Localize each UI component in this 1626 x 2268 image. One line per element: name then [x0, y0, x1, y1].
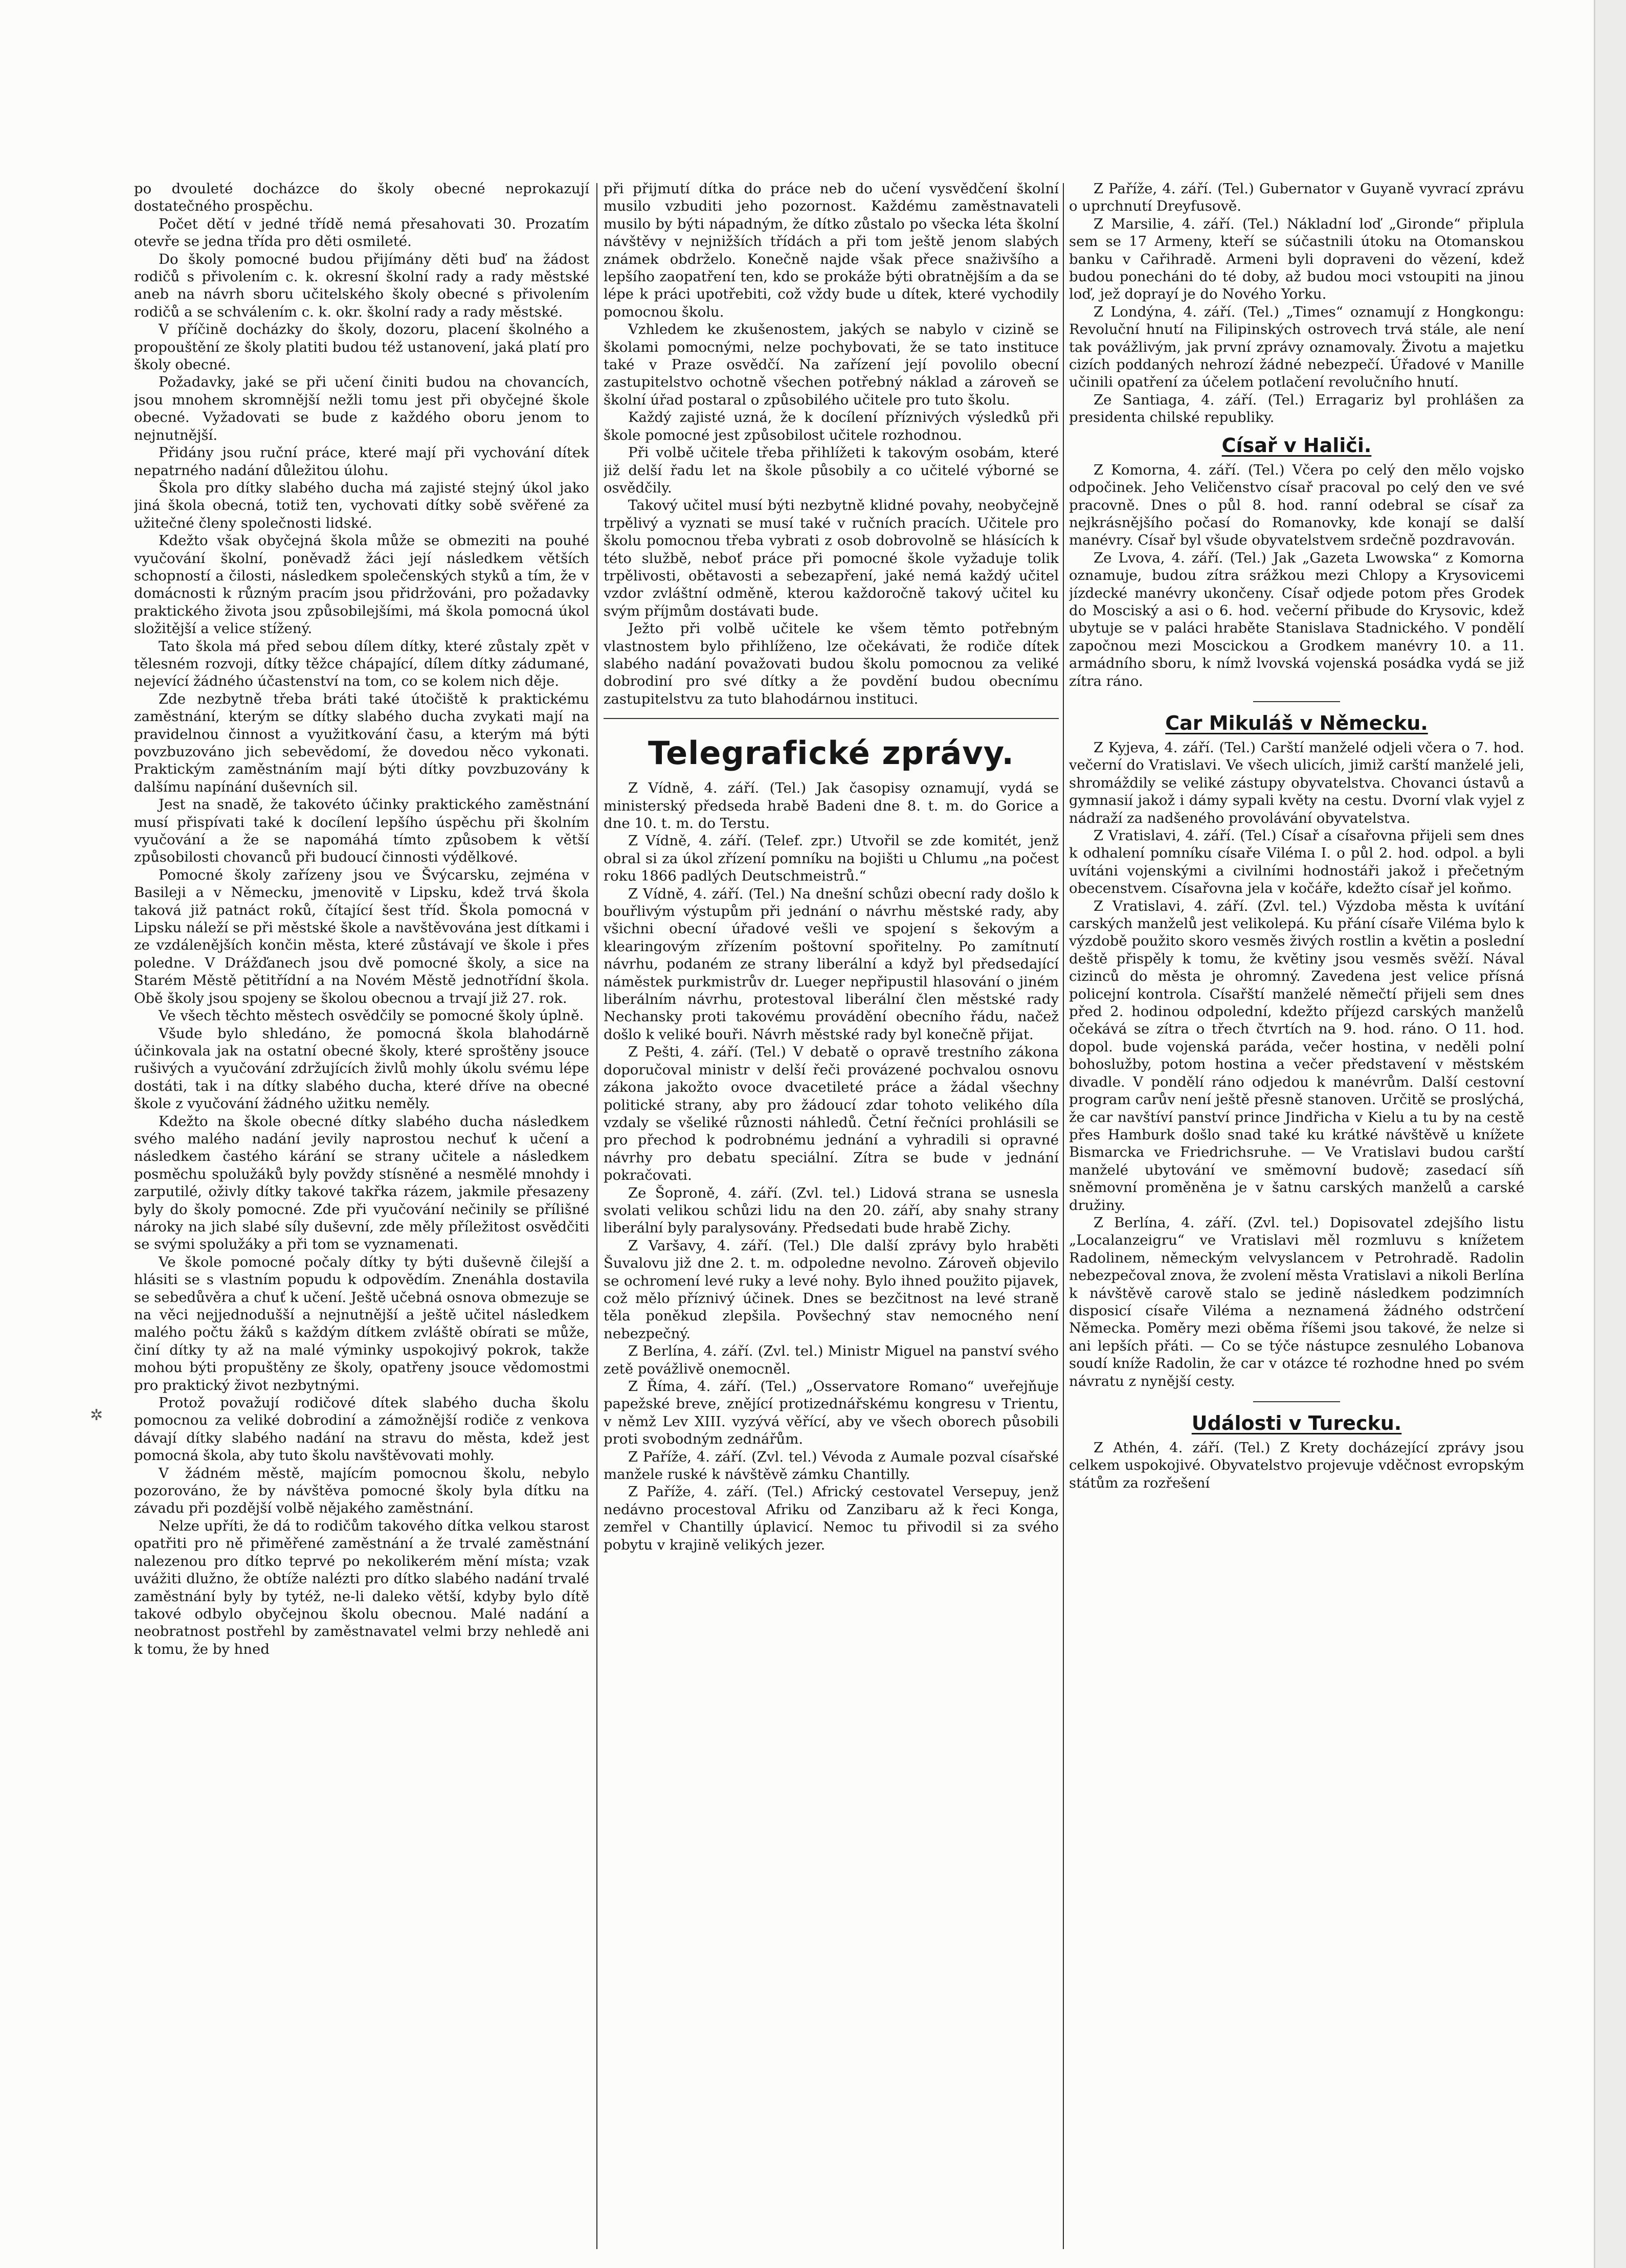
section-divider — [1253, 1401, 1340, 1402]
news-item: Ze Santiaga, 4. září. (Tel.) Erragariz byl prohlášen za presidenta chilské republiky. — [1069, 391, 1524, 426]
news-item: Z Kyjeva, 4. září. (Tel.) Carští manželé odjeli včera o 7. hod. večerní do Vratislavi. Ve všech ulicích, jimiž carští manželé jeli, shromáždily se veliké zástupy obyvatelstva. Chovanci ústavů a gymnasií jakož i dámy sypali květy na cestu. Dvorní vlak vyjel z nádraží za nadšeného provolávání obyvatelstva. — [1069, 739, 1524, 826]
column-rule-2 — [1063, 183, 1064, 2249]
article-paragraph: Zde nezbytně třeba bráti také útočiště k praktickému zaměstnání, kterým se dítky slabého ducha zvykati mají na pravidelnou činnost a využitkování času, a kterým má býti povzbuzováno jich sebevědomí, že dovedou něco vykonati. Praktickým zaměstnáním mají býti dítky povzbuzovány k dalšímu napínání duševních sil. — [134, 690, 589, 795]
article-paragraph: Do školy pomocné budou přijímány děti buď na žádost rodičů s přivolením c. k. okresní školní rady a rady městské aneb na návrh sboru učitelského školy obecné s přivolením rodičů a se schválením c. k. okr. školní rady a rady městské. — [134, 251, 589, 320]
news-item: Z Vídně, 4. září. (Tel.) Na dnešní schůzi obecní rady došlo k bouřlivým výstupům při jednání o návrhu městské rady, aby všichni obecní úřadové vešli ve spojení s šekovým a klearingovým zřízením poštovní spořitelny. Po zamítnutí návrhu, podaném ze strany liberální a když byl předsedající náměstek purkmistrův dr. Lueger nepřipustil hlasování o jiném liberálním návrhu, protestoval liberální člen městské rady Nechansky proti takovému provádění obecního řádu, načež došlo k veliké bouři. Návrh městské rady byl konečně přijat. — [604, 885, 1059, 1043]
section-heading-emperor-galicia: Císař v Haliči. — [1221, 434, 1372, 457]
article-paragraph: Ve škole pomocné počaly dítky ty býti duševně čilejší a hlásiti se s vlastním popudu k odpovědím. Znenáhla dostavila se sebedůvěra a chuť k učení. Ještě učebná osnova obmezuje se na věci nejjednodušší a nejnutnější a ještě učitel následkem malého počtu žáků s každým dítkem zvláště obírati se může, činí dítky ty až na malé výminky uspokojivý pokrok, takže mohou býti propuštěny ze školy, opatřeny jsouce vědomostmi pro praktický život nezbytnými. — [134, 1253, 589, 1394]
article-paragraph: V příčině docházky do školy, dozoru, placení školného a propouštění ze školy platiti budou též ustanovení, jaká platí pro školy obecné. — [134, 321, 589, 373]
section-divider — [604, 718, 1059, 719]
news-item: Z Pešti, 4. září. (Tel.) V debatě o opravě trestního zákona doporučoval ministr v delší řeči provázené pochvalou osnovu zákona jakožto ovoce dvacetileté práce a žádal všechny politické strany, aby pro žádoucí zdar tohoto velikého díla vzdaly se všeliké různosti náhledů. Četní řečníci prohlásili se pro přechod k podrobnému jednání a vyhradili si opravné návrhy pro debatu speciální. Zítra se bude v jednání pokračovati. — [604, 1044, 1059, 1184]
article-paragraph: Vzhledem ke zkušenostem, jakých se nabylo v cizině se školami pomocnými, nelze pochybovati, že se tato instituce také v Praze osvědčí. Na zařízení její povolilo obecní zastupitelstvo ochotně všechen potřebný náklad a zároveň se školní úřad postaral o způsobilého učitele pro tuto školu. — [604, 321, 1059, 408]
news-item: Z Berlína, 4. září. (Zvl. tel.) Ministr Miguel na panství svého zetě povážlivě onemocněl. — [604, 1343, 1059, 1377]
news-item: Z Vídně, 4. září. (Telef. zpr.) Utvořil se zde komitét, jenž obral si za úkol zřízení pomníku na bojišti u Chlumu „na počest roku 1866 padlých Deutschmeistrů.“ — [604, 833, 1059, 885]
news-item: Z Vídně, 4. září. (Tel.) Jak časopisy oznamují, vydá se ministerský předseda hrabě Badeni dne 8. t. m. do Gorice a dne 10. t. m. do Terstu. — [604, 780, 1059, 832]
page-right-edge — [1594, 0, 1626, 2268]
section-heading-tsar-germany: Car Mikuláš v Německu. — [1165, 711, 1428, 734]
section-heading-turkey-events: Události v Turecku. — [1191, 1412, 1402, 1434]
news-item: Z Paříže, 4. září. (Tel.) Africký cestovatel Versepuy, jenž nedávno procestoval Afriku od Zanzibaru až k řeci Konga, zemřel v Chantilly úplavicí. Nemoc tu přivodil si za svého pobytu v krajině velikých jezer. — [604, 1484, 1059, 1553]
article-paragraph: Kdežto na škole obecné dítky slabého ducha následkem svého malého nadání jevily naprostou nechuť k učení a následkem častého kárání se strany učitele a následkem posměchu spolužáků byly povždy stísněné a nesmělé mnohdy i zarputilé, oživly dítky takové takřka rázem, jakmile přesazeny byly do školy pomocné. Zde při vyučování nečinily se přílišné nároky na jich slabé síly duševní, zde měly příležitost osvědčiti se svými spolužáky a při tom se vyznamenati. — [134, 1113, 589, 1253]
article-paragraph: Protož považují rodičové dítek slabého ducha školu pomocnou za veliké dobrodiní a zámožnější rodiče z venkova dávají dítky slabého nadání na stravu do města, kdež jest pomocná škola, aby tuto školu navštěvovati mohly. — [134, 1395, 589, 1464]
article-paragraph: Přidány jsou ruční práce, které mají při vychování dítek nepatrného nadání důležitou úlohu. — [134, 444, 589, 479]
column-3 — [1069, 180, 1524, 2256]
article-paragraph: Ježto při volbě učitele ke všem těmto potřebným vlastnostem bylo přihlíženo, lze očekávati, že rodiče dítek slabého nadání považovati budou školu pomocnou za veliké dobrodiní pro své dítky a že povdění budou obecnímu zastupitelstvu za tuto blahodárnou instituci. — [604, 620, 1059, 707]
section-divider — [1253, 701, 1340, 702]
news-item: Z Říma, 4. září. (Tel.) „Osservatore Romano“ uveřejňuje papežské breve, znějící protizednářskému kongresu v Trientu, v němž Lev XIII. vyzývá věřící, aby ve všech oborech působili proti svobodným zednářům. — [604, 1378, 1059, 1448]
article-paragraph: Počet dětí v jedné třídě nemá přesahovati 30. Prozatím otevře se jedna třída pro děti osmileté. — [134, 215, 589, 250]
news-item: Z Paříže, 4. září. (Tel.) Gubernator v Guyaně vyvrací zprávu o uprchnutí Dreyfusově. — [1069, 181, 1524, 215]
news-item: Z Londýna, 4. září. (Tel.) „Times“ oznamují z Hongkongu: Revoluční hnutí na Filipinských ostrovech trvá stále, ale není tak povážlivým, jak první zprávy oznamovaly. Životu a majetku cizích poddaných nehrozí žádné nebezpečí. Úřadové v Manille učinili opatření za účelem potlačení revolučního hnutí. — [1069, 303, 1524, 391]
article-paragraph: Každý zajisté uzná, že k docílení příznivých výsledků při škole pomocné jest způsobilost učitele rozhodnou. — [604, 409, 1059, 443]
article-paragraph: při přijmutí dítka do práce neb do učení vysvědčení školní musilo vzbuditi jeho pozornost. Každému zaměstnavateli musilo by býti nápadným, že dítko zůstalo po všecka léta školní návštěvy v nejnižších třídách a při tom ještě jenom slabých známek obdrželo. Konečně najde však přece snaživšího a lepšího zaopatření ten, kdo se prokáže býti obratnějším a da se lépe k práci upotřebiti, což vždy bude u dítek, které vychodily pomocnou školu. — [604, 181, 1059, 320]
column-1 — [134, 180, 589, 2256]
news-item: Z Paříže, 4. září. (Zvl. tel.) Vévoda z Aumale pozval císařské manžele ruské k návštěvě zámku Chantilly. — [604, 1448, 1059, 1483]
article-paragraph: Požadavky, jaké se při učení činiti budou na chovancích, jsou mnohem skromnější nežli tomu jest při obyčejné škole obecné. Vyžadovati se bude z každého oboru jenom to nejnutnější. — [134, 374, 589, 443]
news-item: Z Varšavy, 4. září. (Tel.) Dle další zprávy bylo hraběti Šuvalovu již dne 2. t. m. odpoledne nevolno. Zároveň objevilo se ochromení levé ruky a levé nohy. Bylo ihned použito pijavek, což mělo příznivý účinek. Dnes se bezčitnost na levé straně těla poněkud zlepšila. Povšechný stav nemocného není nebezpečný. — [604, 1237, 1059, 1342]
article-paragraph: Všude bylo shledáno, že pomocná škola blahodárně účinkovala jak na ostatní obecné školy, které sproštěny jsouce rušivých a vyučování zdržujících živlů mohly úkolu svému lépe dostáti, tak i na dítky slabého ducha, které dříve na obecné škole z vyučování žádného užitku neměly. — [134, 1025, 589, 1112]
column-2 — [604, 180, 1059, 2256]
news-item: Z Berlína, 4. září. (Zvl. tel.) Dopisovatel zdejšího listu „Localanzeigru“ ve Vratislavi měl rozmluvu s knížetem Radolinem, německým velvyslancem v Petrohradě. Radolin nebezpečoval znova, že zvolení města Vratislavi a nikoli Berlína k návštěvě carově stalo se jedině následkem podzimních disposicí císaře Viléma a neznamená žádného odstrčení Německa. Poměry mezi oběma říšemi jsou takové, že nelze si ani lepších přáti. — Co se týče nástupce zesnulého Lobanova soudí kníže Radolin, že car v otázce té rozhodne hned po svém návratu z nynější cesty. — [1069, 1214, 1524, 1389]
article-paragraph: po dvouleté docházce do školy obecné neprokazují dostatečného prospěchu. — [134, 181, 589, 215]
news-item: Ze Šoproně, 4. září. (Zvl. tel.) Lidová strana se usnesla svolati velikou schůzi lidu na den 20. září, aby snahy strany liberální byly paralysovány. Předsedati bude hrabě Zichy. — [604, 1184, 1059, 1237]
news-item: Z Komorna, 4. září. (Tel.) Včera po celý den mělo vojsko odpočinek. Jeho Veličenstvo císař pracoval po celý den ve své pracovně. Dnes o půl 8. hod. ranní odebral se císař za nejkrásnějšího počasí do Romanovky, kde konají se další manévry. Císař byl všude obyvatelstvem srdečně pozdravován. — [1069, 461, 1524, 549]
article-paragraph: Ve všech těchto městech osvědčily se pomocné školy úplně. — [159, 1007, 584, 1024]
news-item: Z Vratislavi, 4. září. (Tel.) Císař a císařovna přijeli sem dnes k odhalení pomníku císaře Viléma I. o půl 2. hod. odpol. a byli uvítáni vojenskými a civilními hodnostáři jakož i přečetným obecenstvem. Císařovna jela v kočáře, kdežto císař jel koňmo. — [1069, 827, 1524, 897]
article-paragraph: Jest na snadě, že takovéto účinky praktického zaměstnání musí přispívati také k docílení lepšího úspěchu při školním vyučování a že se napomáhá tímto způsobem k větší způsobilosti chovanců při budoucí činnosti výdělkové. — [134, 796, 589, 866]
news-item: Z Athén, 4. září. (Tel.) Z Krety docházející zprávy jsou celkem uspokojivé. Obyvatelstvo projevuje vděčnost evropským státům za rozřešení — [1069, 1440, 1524, 1491]
article-paragraph: Při volbě učitele třeba přihlížeti k takovým osobám, které již delší řadu let na škole působily a co učitelé výborné se osvědčily. — [604, 444, 1059, 496]
column-rule-1 — [596, 183, 597, 2249]
telegraph-news-heading: Telegrafické zprávy. — [648, 734, 1014, 772]
ink-blot: ✲ — [90, 1406, 103, 1424]
article-paragraph: Takový učitel musí býti nezbytně klidné povahy, neobyčejně trpělivý a vyznati se musí také v ručních pracích. Učitele pro školu pomocnou třeba vybrati z osob dobrovolně se hlásících k této službě, neboť práce při pomocné škole vyžaduje tolik trpělivosti, obětavosti a sebezapření, jaké nemá každý učitel vzdor zvláštní odměně, kterou každoročně takový učitel ku svým příjmům dostávati bude. — [604, 497, 1059, 619]
article-paragraph: V žádném městě, majícím pomocnou školu, nebylo pozorováno, že by návštěva pomocné školy byla dítku na závadu při pozdější volbě nějakého zaměstnání. — [134, 1465, 589, 1517]
article-paragraph: Tato škola má před sebou dílem dítky, které zůstaly zpět v tělesném rozvoji, dítky těžce chápající, dílem dítky zádumané, nejevící žádného účastenství na tom, co se kolem nich děje. — [134, 638, 589, 690]
article-paragraph: Škola pro dítky slabého ducha má zajisté stejný úkol jako jiná škola obecná, totiž ten, vychovati dítky sobě svěřené za užitečné členy společnosti lidské. — [134, 479, 589, 531]
news-item: Z Marsilie, 4. září. (Tel.) Nákladní loď „Gironde“ připlula sem se 17 Armeny, kteří se súčastnili útoku na Otomanskou banku v Cařihradě. Armeni byli dopraveni do vězení, kdež budou ponecháni do té doby, až budou moci vstoupiti na jinou loď, jež doprayí je do Nového Yorku. — [1069, 215, 1524, 303]
article-paragraph: Kdežto však obyčejná škola může se obmeziti na pouhé vyučování školní, poněvadž žáci její následkem větších schopností a čilosti, následkem společenských styků a tím, že v domácnosti k různým pracím jsou přidržováni, pro požadavky praktického života jsou způsobilejšími, má škola pomocná úkol složitější a velice stížený. — [134, 532, 589, 637]
article-paragraph: Pomocné školy zařízeny jsou ve Švýcarsku, zejména v Basileji a v Německu, jmenovitě v Lipsku, kdež trvá škola taková již patnáct roků, čítající šest tříd. Škola pomocná v Lipsku náleží se při městské škole a navštěvována jest dítkami i ze vzdálenějších končin města, které zůstávají ve škole i přes poledne. V Drážďanech jsou dvě pomocné školy, a sice na Starém Městě pětitřídní a na Novém Městě jednotřídní škola. Obě školy jsou spojeny se školou obecnou a trvají již 27. rok. — [134, 866, 589, 1006]
news-item: Z Vratislavi, 4. září. (Zvl. tel.) Výzdoba města k uvítání carských manželů jest velikolepá. Ku přání císaře Viléma bylo k výzdobě použito skoro vesměs živých rostlin a květin a poslední deště přispěly k tomu, že květiny jsou vesměs svěží. Nával cizinců do města je ohromný. Zavedena jest velice přísná policejní kontrola. Císařští manželé němečtí přijeli sem dnes před 2. hodinou odpolední, kdežto příjezd carských manželů očekává se zítra o třech čtvrtích na 9. hod. ráno. O 11. hod. dopol. bude vojenská paráda, večer hostina, v neděli polní bohoslužby, potom hostina a večer představení v městském divadle. V pondělí ráno odjedou k manévrům. Další cestovní program carův není ještě přesně stanoven. Určitě se proslýchá, že car navštíví panství prince Jindřicha v Kielu a tu by na cestě přes Hamburk došlo snad také ku krátké návštěvě u knížete Bismarcka ve Friedrichsruhe. — Ve Vratislavi budou carští manželé ubytování ve směmovní budově; zasedací síň sněmovní proměněna je v šatnu carských manželů a carské družiny. — [1069, 897, 1524, 1214]
news-item: Ze Lvova, 4. září. (Tel.) Jak „Gazeta Lwowska“ z Komorna oznamuje, budou zítra srážkou mezi Chlopy a Krysovicemi jízdecké manévry ukončeny. Císař odjede potom přes Grodek do Mosciský a asi o 6. hod. večerní přibude do Krysovic, kdež ubytuje se v paláci hraběte Stanislava Stadnického. V pondělí započnou mezi Moscickou a Grodkem manévry 10. a 11. armádního sboru, k nímž lvovská vojenská posádka vydá se již zítra ráno. — [1069, 549, 1524, 689]
article-paragraph: Nelze upříti, že dá to rodičům takového dítka velkou starost opatřiti pro ně přiměřené zaměstnání a že trvalé zaměstnání nalezenou pro dítko teprvé po nekolikerém mění místa; vzak uvážiti dlužno, že obtíže nalézti pro dítko slabého nadání trvalé zaměstnání byly by tytéž, ne-li daleko větší, kdyby bylo dítě takové odbylo obyčejnou školu obecnou. Malé nadání a neobratnost postřehl by zaměstnavatel velmi brzy nehledě ani k tomu, že by hned — [134, 1517, 589, 1657]
